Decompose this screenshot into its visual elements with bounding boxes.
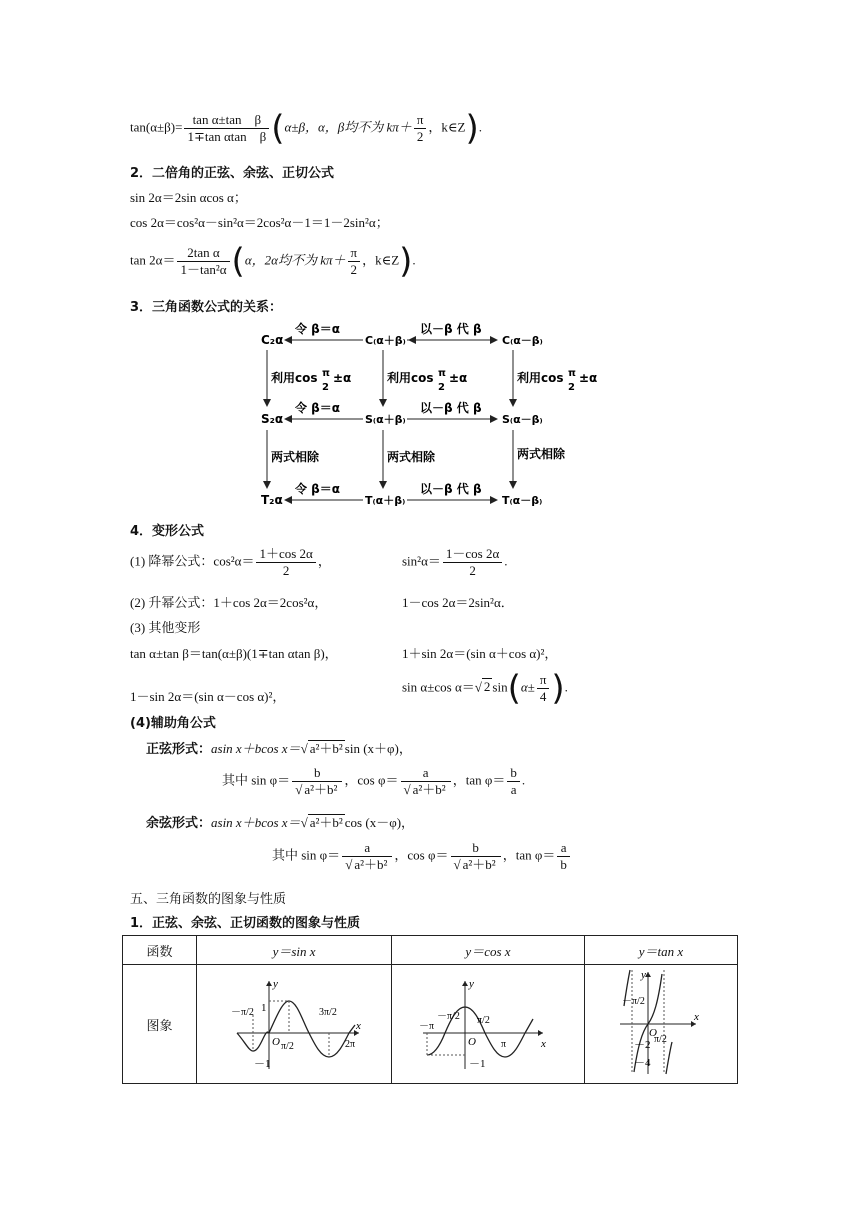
svg-text:－1: －1 <box>254 1058 271 1070</box>
power-raise-sin: 1－cos 2α＝2sin²α． <box>402 595 514 610</box>
svg-text:两式相除: 两式相除 <box>387 450 436 464</box>
svg-text:两式相除: 两式相除 <box>271 450 320 464</box>
label-ling-2: 令 β＝α <box>295 401 341 415</box>
node-s2a: S₂α <box>261 412 284 426</box>
sin-graph <box>199 967 389 1077</box>
svg-text:y: y <box>468 978 474 990</box>
svg-text:π: π <box>568 368 576 379</box>
label-yi-3: 以－β 代 β <box>420 482 482 496</box>
label-yi-1: 以－β 代 β <box>420 322 482 336</box>
node-tab: T₍α＋β₎ <box>365 494 406 507</box>
svg-text:－4: －4 <box>633 1057 651 1069</box>
svg-text:2: 2 <box>568 382 575 393</box>
sin-graph-cell <box>197 965 392 1084</box>
header-cos: y＝cos x <box>391 936 584 965</box>
power-reduction-formula: (1) 降幂公式：cos²α＝ $\frac{1+\cos 2\alpha}{2}$ ， <box>130 546 331 578</box>
cosine-form-where: 其中 sin φ＝ $\frac{a}{\text{√ a²＋b²}}$ ，cos φ＝ $\frac{b}{\text{√ a²＋b²}}$ ，tan φ＝ $\frac{a}{b}$ <box>272 840 572 873</box>
node-c2a: C₂α <box>261 333 284 347</box>
cos-graph <box>393 967 583 1077</box>
node-sab: S₍α＋β₎ <box>365 413 406 426</box>
power-reduction-sin: sin²α＝ $\frac{1-\cos 2\alpha}{2}$ . <box>402 546 508 578</box>
header-tan: y＝tan x <box>584 936 737 965</box>
node-samb: S₍α－β₎ <box>502 413 543 426</box>
svg-text:两式相除: 两式相除 <box>517 447 566 461</box>
other-transform-label: (3) 其他变形 <box>130 620 201 635</box>
svg-text:π: π <box>438 368 446 379</box>
section-5-sub-heading: 1．正弦、余弦、正切函数的图象与性质 <box>130 916 361 931</box>
svg-text:利用cos: 利用cos <box>517 371 564 385</box>
sin-pm-cos: sin α±cos α＝√ 2 sin(α± $\frac{\pi}{4}$ ). <box>402 668 568 709</box>
svg-text:－π/2: －π/2 <box>436 1011 460 1022</box>
one-plus-sin2a: 1＋sin 2α＝(sin α＋cos α)²， <box>402 646 558 661</box>
svg-text:y: y <box>640 969 646 981</box>
power-raise-formula: (2) 升幂公式：1＋cos 2α＝2cos²α， <box>130 595 328 610</box>
tan-graph <box>586 966 736 1078</box>
svg-text:2: 2 <box>438 382 445 393</box>
svg-text:2π: 2π <box>345 1039 356 1050</box>
cos-double-angle: cos 2α＝cos²α－sin²α＝2cos²α－1＝1－2sin²α； <box>130 215 389 230</box>
sine-form: 正弦形式：asin x＋bcos x＝√ a²＋b² sin (x＋φ)， <box>146 741 412 757</box>
cosine-form: 余弦形式：asin x＋bcos x＝√ a²＋b² cos (x－φ)， <box>146 815 415 831</box>
svg-text:π/2: π/2 <box>281 1041 294 1052</box>
sin-double-angle: sin 2α＝2sin αcos α； <box>130 190 247 205</box>
svg-text:－2: －2 <box>633 1039 651 1051</box>
tan-graph-cell <box>584 965 737 1084</box>
svg-text:±α: ±α <box>579 371 598 385</box>
header-sin: y＝sin x <box>197 936 392 965</box>
svg-text:O: O <box>272 1036 280 1048</box>
svg-text:x: x <box>356 1020 361 1032</box>
cos-graph-cell <box>391 965 584 1084</box>
tan-sum-transform: tan α±tan β＝tan(α±β)(1∓tan αtan β)， <box>130 646 338 661</box>
svg-text:±α: ±α <box>449 371 468 385</box>
svg-text:1: 1 <box>261 1002 267 1014</box>
trig-properties-table <box>122 935 738 1084</box>
label-ling-3: 令 β＝α <box>295 482 341 496</box>
section-4-heading: 4．变形公式 <box>130 524 205 539</box>
svg-text:π: π <box>500 1039 507 1050</box>
svg-text:O: O <box>648 1027 657 1039</box>
node-tamb: T₍α－β₎ <box>502 494 543 507</box>
svg-text:x: x <box>540 1038 546 1050</box>
header-function: 函数 <box>123 936 197 965</box>
label-ling-1: 令 β＝α <box>295 322 341 336</box>
svg-text:π/2: π/2 <box>476 1015 490 1026</box>
section-3-heading: 3．三角函数公式的关系： <box>130 300 283 315</box>
formula-relation-diagram <box>255 318 615 514</box>
section-5-heading: 五、三角函数的图象与性质 <box>130 892 287 907</box>
svg-text:3π/2: 3π/2 <box>319 1007 337 1018</box>
label-yi-2: 以－β 代 β <box>420 401 482 415</box>
tan-sum-formula: tan(α±β)= $\frac{\text{tan α±tan β}}{\text{1∓tan αtan β}}$ (α±β，α，β均不为 kπ＋ $\frac{\pi}{2}$ ，k∈Z). <box>130 108 482 149</box>
svg-text:±α: ±α <box>333 371 352 385</box>
auxiliary-angle-label: (4)辅助角公式 <box>130 716 216 731</box>
svg-text:利用cos: 利用cos <box>387 371 434 385</box>
svg-text:－1: －1 <box>468 1058 486 1070</box>
svg-text:π/2: π/2 <box>653 1034 667 1045</box>
section-2-heading: 2．二倍角的正弦、余弦、正切公式 <box>130 166 335 181</box>
sine-form-where: 其中 sin φ＝ $\frac{b}{\text{√ a²＋b²}}$ ，cos φ＝ $\frac{a}{\text{√ a²＋b²}}$ ，tan φ＝ $\frac{b}{a}$ . <box>222 765 526 797</box>
tan-double-angle: tan 2α＝ $\frac{\text{2tan α}}{\text{1－tan²α}}$ (α，2α均不为 kπ＋ $\frac{\pi}{2}$ ，k∈Z). <box>130 241 416 282</box>
node-t2a: T₂α <box>261 493 283 507</box>
svg-text:－π/2: －π/2 <box>231 1007 254 1018</box>
svg-text:2: 2 <box>322 382 329 393</box>
svg-text:利用cos: 利用cos <box>271 371 318 385</box>
svg-text:－π: －π <box>418 1021 435 1032</box>
one-minus-sin2a: 1－sin 2α＝(sin α－cos α)²， <box>130 689 286 704</box>
svg-text:π: π <box>322 368 330 379</box>
svg-text:O: O <box>467 1036 476 1048</box>
svg-text:y: y <box>273 978 278 990</box>
svg-text:x: x <box>693 1011 699 1023</box>
tan-sum-fraction: $\frac{\text{tan α±tan β}}{\text{1∓tan αtan β}}$ <box>184 112 269 145</box>
row-label-graph: 图象 <box>123 965 197 1084</box>
node-cab: C₍α＋β₎ <box>365 334 406 347</box>
node-camb: C₍α－β₎ <box>502 334 543 347</box>
svg-text:－π/2: －π/2 <box>621 996 645 1007</box>
